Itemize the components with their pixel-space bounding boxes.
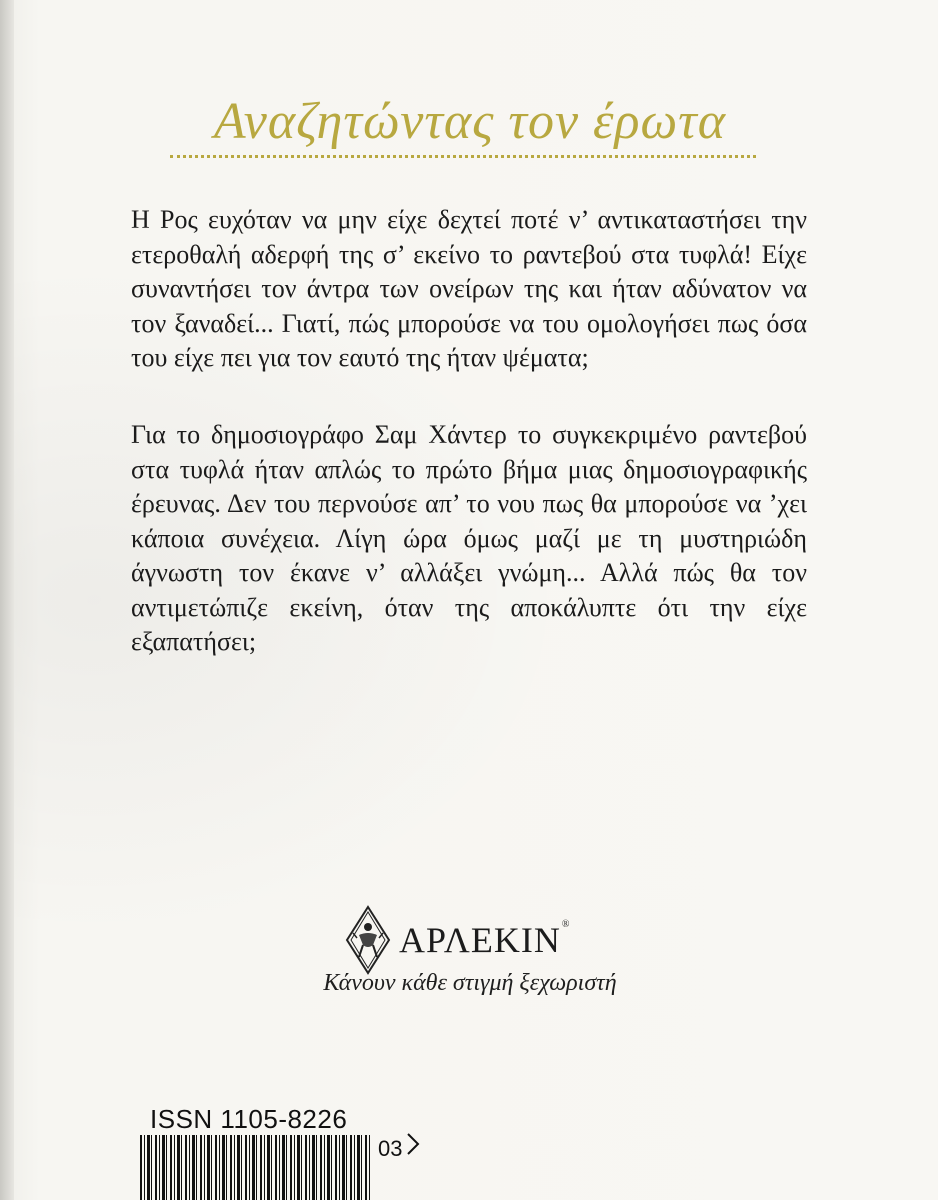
title-divider bbox=[170, 155, 756, 158]
publisher-logo bbox=[345, 905, 570, 975]
book-title: Αναζητώντας τον έρωτα bbox=[213, 93, 727, 150]
issn-label: ISSN 1105-8226 bbox=[150, 1104, 348, 1134]
chevron-right-icon bbox=[406, 1132, 420, 1156]
harlequin-diamond-icon bbox=[345, 905, 391, 975]
blurb-paragraph-2: Για το δημοσιογράφο Σαμ Χάντερ το συγκεκριμένο ραντεβού στα τυφλά ήταν απλώς το πρώτο βήμα μιας δημοσιογραφικής έρευνας. Δεν του περνούσε απ’ το νου πως θα μπορούσε να ’χει κάποια συνέχεια. Λίγη ώρα όμως μαζί με τη μυστηριώδη άγνωστη τον έκανε ν’ αλλάξει γνώμη... Αλλά πώς θα τον αντιμετώπιζε εκείνη, όταν της αποκάλυπτε ότι την είχε εξαπατήσει; bbox=[131, 420, 807, 656]
publisher-name: ΑΡΛΕΚΙΝ® bbox=[399, 919, 571, 960]
barcode bbox=[140, 1135, 372, 1200]
spine-edge bbox=[0, 0, 14, 1200]
barcode-addon: 03 bbox=[378, 1136, 403, 1161]
blurb-paragraph-1: Η Ρος ευχόταν να μην είχε δεχτεί ποτέ ν’ αντικαταστήσει την ετεροθαλή αδερφή της σ’ εκείνο το ραντεβού στα τυφλά! Είχε συναντήσει τον άντρα των ονείρων της και ήταν αδύνατον να τον ξαναδεί... Γιατί, πώς μπορούσε να του ομολογήσει πως όσα του είχε πει για τον εαυτό της ήταν ψέματα; bbox=[131, 205, 807, 372]
publisher-tagline: Κάνουν κάθε στιγμή ξεχωριστή bbox=[323, 970, 617, 996]
